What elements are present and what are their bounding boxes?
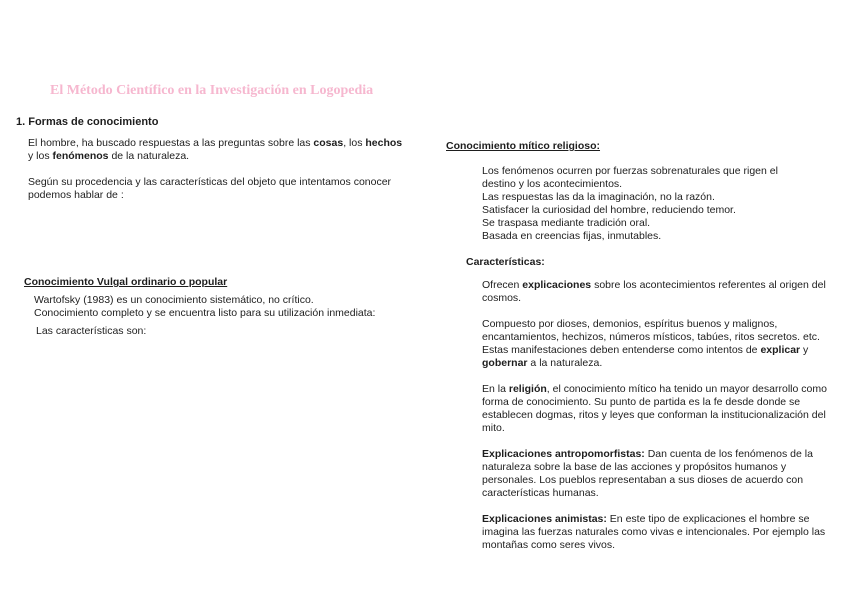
char-paragraph-5: Explicaciones antropomorfistas: Dan cuenta de los fenómenos de la naturaleza sobre la base de las acciones y propósitos humanos y personales. Los pueblos representaban a sus dioses de acuerdo con características humanas. bbox=[482, 448, 813, 499]
char-paragraph-6: Explicaciones animistas: En este tipo de explicaciones el hombre se imagina las fuerzas naturales como vivas e intencionales. Por ejemplo las montañas como seres vivos. bbox=[482, 513, 826, 551]
mythic-line: Satisfacer la curiosidad del hombre, reduciendo temor. bbox=[482, 204, 736, 216]
intro-paragraph-2: Según su procedencia y las características del objeto que intentamos conocer podemos hablar de : bbox=[28, 176, 392, 201]
char-paragraph-3: Estas manifestaciones deben entenderse como intentos de explicar y gobernar a la naturaleza. bbox=[482, 344, 809, 369]
characteristics-heading: Características: bbox=[466, 256, 545, 268]
vulgar-line-1: Wartofsky (1983) es un conocimiento sistemático, no crítico. bbox=[34, 294, 314, 306]
vulgar-line-2: Conocimiento completo y se encuentra listo para su utilización inmediata: bbox=[34, 307, 376, 319]
intro-line-1: El hombre, ha buscado respuestas a las preguntas sobre las cosas, los hechos bbox=[28, 137, 403, 149]
char-paragraph-4: En la religión, el conocimiento mítico ha tenido un mayor desarrollo como forma de conocimiento. Su punto de partida es la fe desde donde se establecen dogmas, ritos y leyes que conforman la institucionalización del mito. bbox=[482, 383, 827, 434]
vulgar-line-3: Las características son: bbox=[36, 325, 147, 337]
page-title: El Método Científico en la Investigación en Logopedia bbox=[50, 83, 374, 98]
mythic-line: Los fenómenos ocurren por fuerzas sobrenaturales que rigen el destino y los acontecimientos. bbox=[482, 165, 778, 190]
mythic-list bbox=[482, 165, 812, 243]
mythic-heading: Conocimiento mítico religioso: bbox=[446, 140, 601, 152]
vulgar-heading: Conocimiento Vulgal ordinario o popular bbox=[24, 276, 228, 288]
mythic-line: Se traspasa mediante tradición oral. bbox=[482, 217, 651, 229]
char-paragraph-2: Compuesto por dioses, demonios, espíritus buenos y malignos, encantamientos, hechizos, números místicos, tabúes, ritos secretos. etc. bbox=[482, 318, 820, 343]
mythic-line: Las respuestas las da la imaginación, no la razón. bbox=[482, 191, 715, 203]
intro-line-2: y los fenómenos de la naturaleza. bbox=[28, 150, 190, 162]
char-paragraph-1: Ofrecen explicaciones sobre los acontecimientos referentes al origen del cosmos. bbox=[482, 279, 826, 304]
section-heading: 1. Formas de conocimiento bbox=[16, 116, 159, 128]
mythic-line: Basada en creencias fijas, inmutables. bbox=[482, 230, 662, 242]
intro-paragraph bbox=[28, 137, 418, 163]
characteristics-block bbox=[482, 279, 827, 552]
